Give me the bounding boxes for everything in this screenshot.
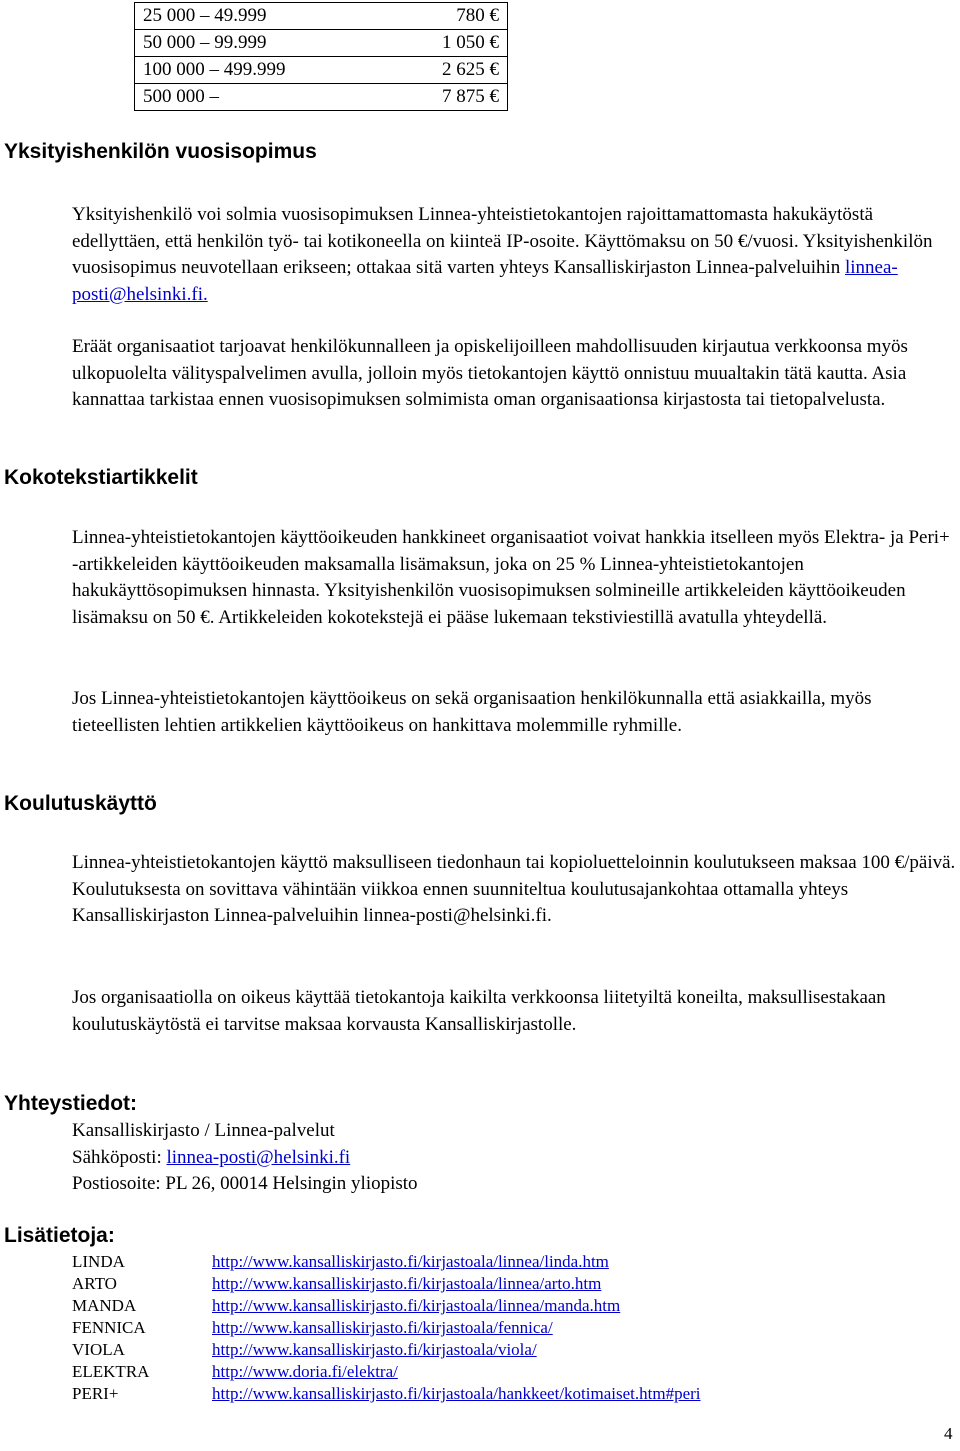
- price-amount: 2 625 €: [381, 57, 508, 84]
- page-number: 4: [944, 1424, 953, 1443]
- table-row: [135, 3, 508, 30]
- database-link[interactable]: http://www.kansalliskirjasto.fi/kirjastoala/linnea/linda.htm: [212, 1252, 609, 1271]
- database-name: MANDA: [72, 1296, 137, 1315]
- contact-email-line: [72, 1145, 350, 1171]
- database-name: ARTO: [72, 1274, 117, 1293]
- fulltext-paragraph-2: Jos Linnea-yhteistietokantojen käyttöoikeus on sekä organisaation henkilökunnalla että asiakkailla, myös tieteellisten lehtien artikkelien käyttöoikeus on hankittava molemmille ryhmille.: [72, 688, 872, 736]
- section-heading-training: Koulutuskäyttö: [4, 792, 157, 815]
- database-name: LINDA: [72, 1252, 125, 1271]
- database-name: ELEKTRA: [72, 1362, 150, 1381]
- database-link[interactable]: http://www.kansalliskirjasto.fi/kirjastoala/hankkeet/kotimaiset.htm#peri: [212, 1384, 701, 1403]
- contact-address: Postiosoite: PL 26, 00014 Helsingin yliopisto: [72, 1173, 418, 1194]
- price-amount: 780 €: [381, 3, 508, 30]
- database-name: VIOLA: [72, 1340, 125, 1359]
- database-link[interactable]: http://www.kansalliskirjasto.fi/kirjastoala/linnea/manda.htm: [212, 1296, 621, 1315]
- email-link[interactable]: linnea-posti@helsinki.fi.: [72, 257, 898, 305]
- price-range: 500 000 –: [135, 84, 382, 111]
- price-range: 50 000 – 99.999: [135, 30, 382, 57]
- annual-paragraph-2: Eräät organisaatiot tarjoavat henkilökunnalleen ja opiskelijoilleen mahdollisuuden kirjautua verkkoonsa myös ulkopuolelta välityspalvelimen avulla, jolloin myös tietokantojen käyttö onnistuu muualtakin tätä kautta. Asia kannattaa tarkistaa ennen vuosisopimuksen solmimista oman organisaationsa kirjastosta tai tietopalvelusta.: [72, 336, 908, 410]
- section-heading-fulltext: Kokotekstiartikkelit: [4, 466, 198, 489]
- price-amount: 1 050 €: [381, 30, 508, 57]
- contact-email-label: Sähköposti:: [72, 1147, 167, 1168]
- price-amount: 7 875 €: [381, 84, 508, 111]
- price-range: 100 000 – 499.999: [135, 57, 382, 84]
- database-name: PERI+: [72, 1384, 119, 1403]
- price-table: [134, 2, 508, 111]
- table-row: [135, 84, 508, 111]
- contact-email-link[interactable]: linnea-posti@helsinki.fi: [166, 1147, 351, 1168]
- table-row: [135, 57, 508, 84]
- training-paragraph-2: Jos organisaatiolla on oikeus käyttää tietokantoja kaikilta verkkoonsa liitetyiltä koneilta, maksullisestakaan koulutuskäytöstä ei tarvitse maksaa korvausta Kansalliskirjastolle.: [72, 987, 886, 1035]
- training-paragraph-1: Linnea-yhteistietokantojen käyttö maksulliseen tiedonhaun tai kopioluetteloinnin koulutukseen maksaa 100 €/päivä. Koulutuksesta on sovittava vähintään viikkoa ennen suunniteltua koulutusajankohtaa ottamalla yhteys Kansalliskirjaston Linnea-palveluihin linnea-posti@helsinki.fi.: [72, 852, 956, 926]
- database-name: FENNICA: [72, 1318, 146, 1337]
- database-link[interactable]: http://www.kansalliskirjasto.fi/kirjastoala/viola/: [212, 1340, 537, 1359]
- database-link[interactable]: http://www.kansalliskirjasto.fi/kirjastoala/linnea/arto.htm: [212, 1274, 602, 1293]
- section-heading-more-info: Lisätietoja:: [4, 1224, 115, 1247]
- table-row: [135, 30, 508, 57]
- annual-paragraph-1: [72, 202, 956, 308]
- database-link[interactable]: http://www.doria.fi/elektra/: [212, 1362, 398, 1381]
- fulltext-paragraph-1: Linnea-yhteistietokantojen käyttöoikeuden hankkineet organisaatiot voivat hankkia itselleen myös Elektra- ja Peri+ -artikkeleiden käyttöoikeuden maksamalla lisämaksun, joka on 25 % Linnea-yhteistietokantojen hakukäyttösopimuksen hinnasta. Yksityishenkilön vuosisopimuksen solmineille artikkeleiden käyttöoikeuden lisämaksu on 50 €. Artikkeleiden kokotekstejä ei pääse lukemaan tekstiviestillä avatulla yhteydellä.: [72, 527, 950, 628]
- database-link[interactable]: http://www.kansalliskirjasto.fi/kirjastoala/fennica/: [212, 1318, 553, 1337]
- section-heading-contact: Yhteystiedot:: [4, 1092, 138, 1115]
- section-heading-annual: Yksityishenkilön vuosisopimus: [4, 140, 317, 163]
- price-range: 25 000 – 49.999: [135, 3, 382, 30]
- annual-paragraph-1-text: Yksityishenkilö voi solmia vuosisopimuksen Linnea-yhteistietokantojen rajoittamattomasta hakukäytöstä edellyttäen, että henkilön työ- tai kotikoneella on kiinteä IP-osoite. Käyttömaksu on 50 €/vuosi. Yksityishenkilön vuosisopimus neuvotellaan erikseen; ottakaa sitä varten yhteys Kansalliskirjaston Linnea-palveluihin: [72, 204, 933, 278]
- contact-org: Kansalliskirjasto / Linnea-palvelut: [72, 1120, 335, 1141]
